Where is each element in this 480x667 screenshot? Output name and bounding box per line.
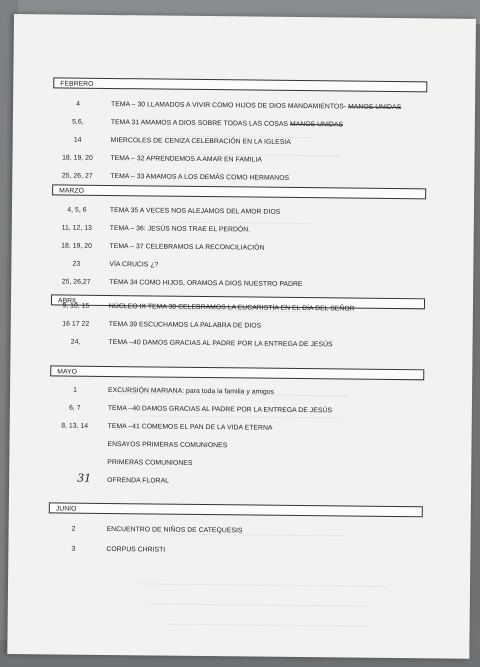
row-description: [109, 278, 302, 290]
schedule-row: [48, 544, 438, 558]
row-description: [108, 386, 274, 398]
row-description: [109, 338, 333, 350]
row-days: 5,6,: [72, 118, 84, 126]
schedule-row: [50, 421, 440, 435]
schedule-row: [52, 205, 442, 219]
row-text: TEMA – 30 LLAMADOS A VIVIR COMO HIJOS DE DIOS MANDAMIENTOS-: [111, 101, 347, 111]
row-description: [110, 206, 280, 218]
row-text: TEMA –40 DAMOS GRACIAS AL PADRE POR LA ENTREGA DE JESÚS: [108, 339, 333, 349]
row-description: [110, 224, 251, 235]
schedule-row: [49, 439, 439, 453]
row-description: [111, 118, 343, 130]
paper-sheet: [7, 14, 476, 659]
schedule-row: [51, 259, 441, 273]
schedule-row: [51, 337, 441, 351]
row-days: 25, 26, 27: [61, 172, 93, 180]
schedule-row: [53, 117, 443, 131]
row-text: VÍA CRUCIS ¿?: [109, 261, 159, 269]
row-text: EXCURSIÓN MARIANA: para toda la familia y amigos: [108, 387, 275, 396]
row-description: [110, 154, 262, 166]
row-text: TEMA 35 A VECES NOS ALEJAMOS DEL AMOR DIOS: [109, 207, 281, 216]
row-text: TEMA – 37 CELEBRAMOS LA RECONCILIACIÓN: [109, 243, 265, 252]
row-text: TEMA –41 COMEMOS EL PAN DE LA VIDA ETERNA: [107, 423, 273, 432]
row-text: PRIMERAS COMUNIONES: [107, 459, 193, 467]
row-description: [111, 100, 401, 113]
row-description: [109, 260, 158, 271]
row-days: 14: [73, 136, 82, 144]
calendar-content: [53, 62, 437, 554]
row-text: TEMA 39 ESCUCHAMOS LA PALABRA DE DIOS: [108, 321, 262, 330]
row-days: [49, 457, 99, 458]
schedule-row: [49, 471, 439, 489]
row-days: [50, 439, 100, 440]
handwritten-date: 31: [77, 471, 92, 485]
row-description: [108, 404, 332, 416]
row-text: TEMA 31 AMAMOS A DIOS SOBRE TODAS LAS COSAS: [110, 119, 289, 128]
row-days: 4, 5, 6: [67, 206, 87, 214]
month-header: FEBRERO: [53, 77, 427, 92]
month-header: ABRIL: [51, 294, 425, 309]
row-description: [109, 320, 262, 332]
month-header: JUNIO: [49, 502, 423, 517]
struck-out-text: MANOS UNIDAS: [348, 103, 402, 112]
row-text: CORPUS CHRISTI: [106, 545, 166, 554]
row-text: ENSAYOS PRIMERAS COMUNIONES: [107, 441, 228, 450]
row-text: TEMA –40 DAMOS GRACIAS AL PADRE POR LA ENTREGA DE JESÚS: [107, 405, 332, 415]
row-text: TEMA 34 COMO HIJOS, ORAMOS A DIOS NUESTRO PADRE: [109, 279, 303, 289]
schedule-row: [49, 457, 439, 471]
row-days: 18, 19, 20: [61, 242, 92, 250]
schedule-row: [52, 153, 442, 167]
row-days: 24,: [70, 338, 81, 346]
row-description: [106, 545, 165, 556]
schedule-row: [51, 277, 441, 291]
row-days: 9, 10, 15: [62, 302, 90, 310]
month-header: MAYO: [50, 365, 424, 380]
row-description: [111, 136, 291, 148]
schedule-row: [49, 524, 439, 538]
struck-out-text: MANOS UNIDAS: [289, 120, 344, 129]
row-text: OFRENDA FLORAL: [107, 477, 170, 485]
schedule-row: [52, 223, 442, 237]
row-days: 1: [73, 386, 78, 394]
schedule-row: [53, 99, 443, 113]
row-days: 6, 7: [69, 404, 81, 412]
schedule-row: [50, 385, 440, 399]
schedule-row: [52, 171, 442, 185]
row-description: [107, 440, 227, 451]
row-days: 11, 12, 13: [61, 224, 92, 232]
row-description: [107, 458, 192, 469]
row-description: [107, 476, 169, 487]
schedule-row: [52, 241, 442, 255]
row-description: [110, 172, 289, 184]
row-days: 4: [76, 100, 81, 108]
row-days: 8, 13, 14: [61, 422, 89, 430]
row-days: 18, 19, 20: [62, 154, 93, 162]
row-text: NÚCLEO IX TEMA 38 CELEBRAMOS LA EUCARISTÍA EN EL DÍA DEL SEÑOR: [108, 303, 355, 313]
schedule-row: [53, 135, 443, 149]
schedule-row: [51, 319, 441, 333]
row-text: TEMA – 36: JESÚS NOS TRAE EL PERDÓN.: [109, 225, 251, 234]
row-days: 23: [72, 260, 81, 268]
row-days: 16 17 22: [62, 320, 90, 328]
row-text: TEMA – 33 AMAMOS A LOS DEMÁS COMO HERMANOS: [110, 173, 290, 182]
row-days: 3: [71, 545, 76, 553]
row-text: MIERCOLES DE CENIZA CELEBRACIÓN EN LA IGLESIA: [110, 137, 291, 146]
row-description: [109, 302, 355, 315]
row-text: ENCUENTRO DE NIÑOS DE CATEQUESIS: [106, 525, 243, 535]
row-days: 2: [71, 525, 76, 533]
row-days: 25, 26,27: [61, 278, 91, 286]
row-text: TEMA – 32 APRENDEMOS A AMAR EN FAMILIA: [110, 155, 263, 164]
row-description: [110, 242, 265, 254]
schedule-row: [50, 403, 440, 417]
month-header: MARZO: [52, 184, 426, 199]
row-description: [108, 422, 273, 434]
row-description: [107, 525, 243, 536]
